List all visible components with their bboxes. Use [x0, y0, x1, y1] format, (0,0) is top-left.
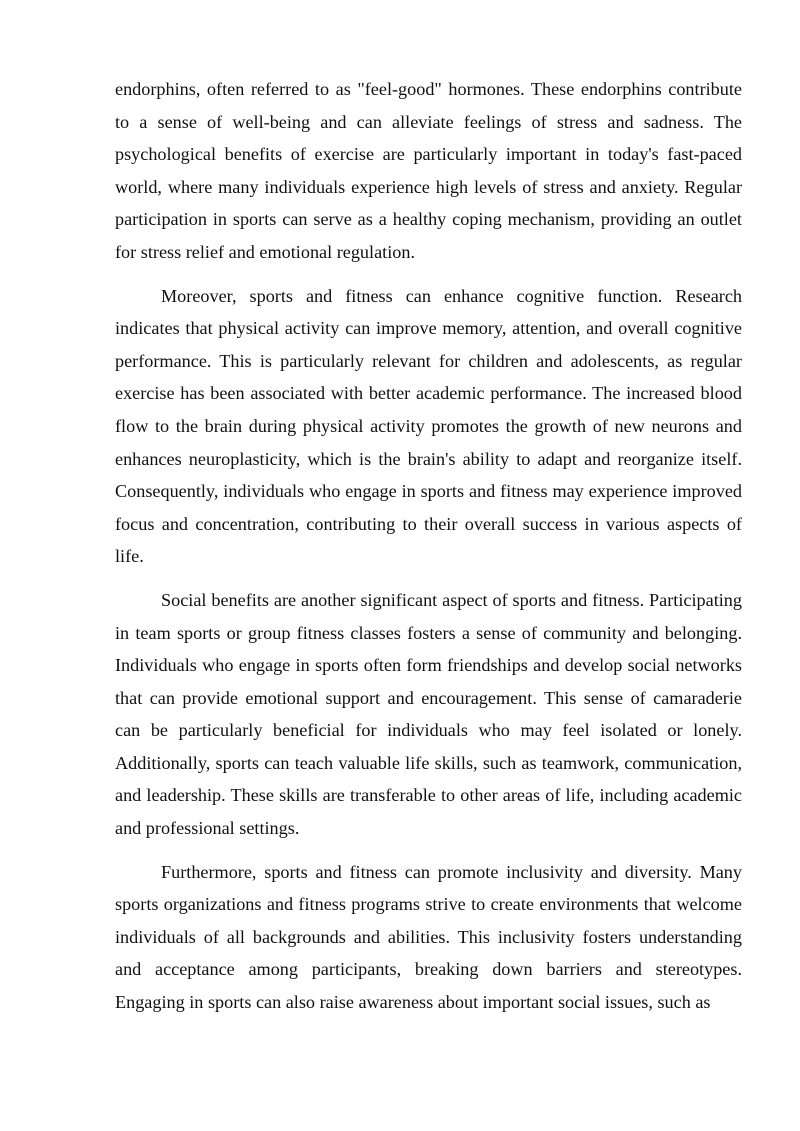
body-text [115, 73, 742, 1019]
paragraph-endorphins-continued: endorphins, often referred to as "feel-good" hormones. These endorphins contribute to a sense of well-being and can alleviate feelings of stress and sadness. The psychological benefits of exercise are particularly important in today's fast-paced world, where many individuals experience high levels of stress and anxiety. Regular participation in sports can serve as a healthy coping mechanism, providing an outlet for stress relief and emotional regulation. [115, 79, 742, 262]
paragraph-inclusivity: Furthermore, sports and fitness can promote inclusivity and diversity. Many sports organizations and fitness programs strive to create environments that welcome individuals of all backgrounds and abilities. This inclusivity fosters understanding and acceptance among participants, breaking down barriers and stereotypes. Engaging in sports can also raise awareness about important social issues, such as [115, 861, 742, 1013]
paragraph-social-benefits: Social benefits are another significant aspect of sports and fitness. Participating in team sports or group fitness classes fosters a sense of community and belonging. Individuals who engage in sports often form friendships and develop social networks that can provide emotional support and encouragement. This sense of camaraderie can be particularly beneficial for individuals who may feel isolated or lonely. Additionally, sports can teach valuable life skills, such as teamwork, communication, and leadership. These skills are transferable to other areas of life, including academic and professional settings. [115, 589, 742, 839]
paragraph-cognitive-function: Moreover, sports and fitness can enhance cognitive function. Research indicates that physical activity can improve memory, attention, and overall cognitive performance. This is particularly relevant for children and adolescents, as regular exercise has been associated with better academic performance. The increased blood flow to the brain during physical activity promotes the growth of new neurons and enhances neuroplasticity, which is the brain's ability to adapt and reorganize itself. Consequently, individuals who engage in sports and fitness may experience improved focus and concentration, contributing to their overall success in various aspects of life. [115, 285, 742, 567]
